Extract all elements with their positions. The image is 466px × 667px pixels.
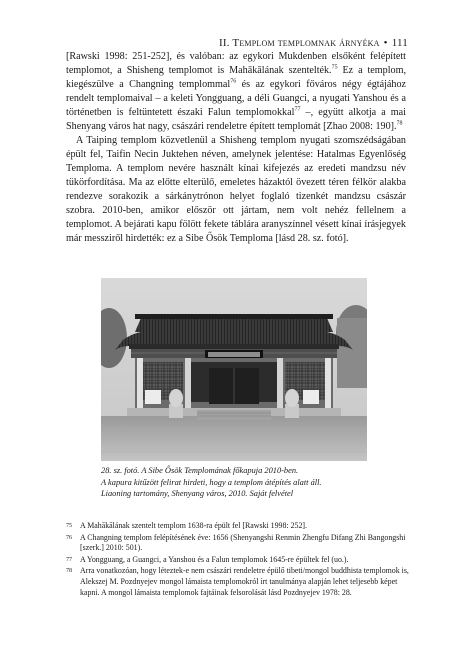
footnote-number: 77 — [66, 556, 72, 563]
footnote-text: A Mahākālának szentelt templom 1638-ra épült fel [Rawski 1998: 252]. — [80, 521, 308, 530]
temple-gate-photo — [101, 278, 367, 461]
paragraph-1-text-a: [Rawski 1998: 251-252], és valóban: az egykori Mukdenben elsőként felépített templomot, a Shisheng templomot is Mahākālának szentelték. — [66, 51, 406, 76]
photo-caption — [101, 465, 371, 500]
paragraph-1-text-b: Ez a templom, kiegészülve a Changning templommal — [66, 65, 406, 90]
footnote-ref-76: 76 — [230, 78, 237, 85]
footnote-78 — [66, 566, 411, 598]
footnotes — [66, 521, 411, 599]
page-number: 111 — [391, 37, 408, 49]
footnote-text: Arra vonatkozóan, hogy léteztek-e nem császári rendeletre épülő tibeti/mongol buddhista templomok is, Alekszej M. Pozdnyejev mongol lámaista templomokról írt tanulmánya alapján lehet teljesebb képet kapni. A mongol lámaista templomok fajtáinak felsorolását lásd Pozdnyejev 1978: 28. — [80, 566, 409, 597]
running-title: II. Templom templomnak árnyéka — [219, 37, 380, 49]
header-bullet: • — [383, 37, 388, 49]
footnote-text: A Yongguang, a Guangci, a Yanshou és a Falun templomok 1645-re épültek fel (uo.). — [80, 554, 349, 564]
caption-line-3: Liaoning tartomány, Shenyang város, 2010. Saját felvétel — [101, 489, 294, 499]
footnote-text: A Changning templom felépítésének éve: 1656 (Shenyangshi Renmin Zhengfu Difang Zhi Bangongshi [szerk.] 2010: 501). — [80, 532, 406, 553]
footnote-77 — [66, 555, 411, 566]
footnote-75 — [66, 521, 411, 532]
running-header — [219, 37, 408, 49]
caption-line-1: 28. sz. fotó. A Sibe Ősök Templomának főkapuja 2010-ben. — [101, 466, 299, 475]
footnote-number: 78 — [66, 568, 72, 575]
paragraph-1-text-c: és az egykori főváros négy égtájához rendelt templomaival – a keleti Yongguang, a déli Guangci, a nyugati Yanshou és a történetben is feltüntetett északi Falun templomokkal — [66, 79, 406, 118]
footnote-ref-77: 77 — [294, 106, 301, 113]
paragraph-1 — [66, 50, 406, 134]
paragraph-2: A Taiping templom közvetlenül a Shisheng templom nyugati szomszédságában épült fel, Taifin Necin Juktehen néven, amelynek jelentése: Hatalmas Egyenlőség Temploma. A templom nevére használt kínai kifejezés az eredeti mandzsu név tükörfordítása. Ma az előtte elterülő, emeletes házaktól övezett téren félkör alakba rendezve sorakozik a sárkánytrónon helyet foglaló tizenkét mandzsu császár szobra. 2010-ben, amikor először ott jártam, nem volt nehéz fellelnem a templomot. A bejárati kapu fölött fekete táblára aranyszínnel vésett kínai írásjegyek már messziről hirdették: ez a Sibe Ősök Temploma [lásd 28. sz. fotó]. — [66, 135, 406, 244]
footnote-76 — [66, 533, 411, 554]
footnote-ref-78: 78 — [396, 120, 403, 127]
paragraph-1-text-d: –, együtt alkotja a mai Shenyang város hat nagy, császári rendeletre épített templomát [Zhao 2008: 190]. — [66, 107, 406, 132]
footnote-number: 75 — [66, 523, 72, 529]
footnote-ref-75: 75 — [331, 64, 338, 71]
caption-line-2: A kapura kitűzött felirat hirdeti, hogy a templom átépítés alatt áll. — [101, 477, 322, 487]
main-text — [66, 50, 406, 246]
footnote-number: 76 — [66, 534, 72, 541]
